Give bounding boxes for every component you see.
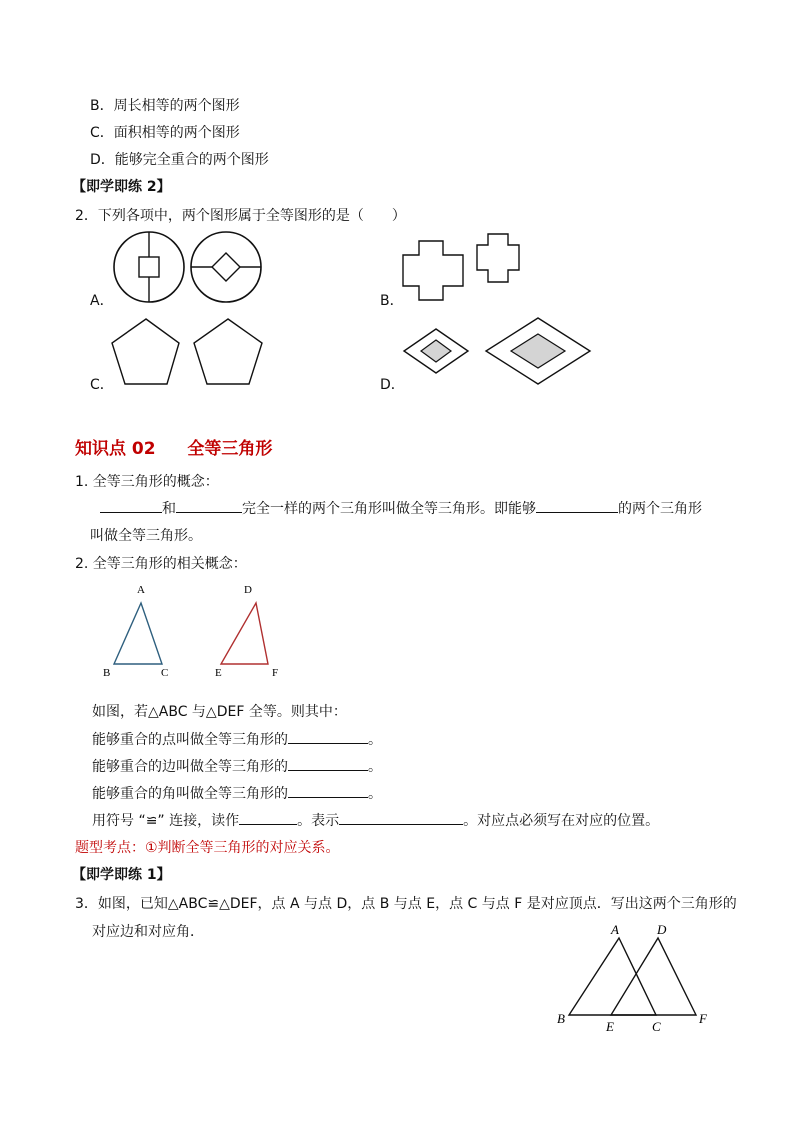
- concept-1-line-2: 叫做全等三角形。: [90, 528, 202, 544]
- label-d: D: [244, 584, 252, 596]
- practice-tag-2: 【即学即练 2】: [72, 179, 171, 195]
- fig3-label-d: D: [657, 922, 667, 937]
- text: 。表示: [297, 813, 340, 829]
- section-title: 全等三角形: [187, 439, 273, 459]
- concept-1-label: 1. 全等三角形的概念：: [75, 474, 219, 490]
- option-a-label: A．: [90, 293, 114, 309]
- label-e: E: [215, 667, 222, 679]
- option-b: B．周长相等的两个图形: [90, 98, 240, 114]
- practice-tag-1: 【即学即练 1】: [72, 867, 171, 883]
- section-number: 知识点 02: [75, 439, 156, 459]
- text: 。对应点必须写在对应的位置。: [463, 813, 660, 829]
- label-c: C: [161, 667, 169, 679]
- text: 用符号 “≌” 连接，读作: [92, 813, 240, 829]
- option-b-label: B．: [380, 293, 404, 309]
- label-b: B: [103, 667, 111, 679]
- option-c-label: C．: [90, 377, 114, 393]
- text: 能够重合的角叫做全等三角形的: [92, 786, 288, 802]
- text: 的两个三角形: [618, 501, 702, 517]
- fig3-label-e: E: [606, 1019, 614, 1034]
- fig3-label-c: C: [652, 1019, 661, 1034]
- concept-2-label: 2. 全等三角形的相关概念：: [75, 556, 247, 572]
- fig3-label-b: B: [557, 1011, 565, 1026]
- question-3-line-2: 对应边和对应角．: [92, 924, 204, 940]
- text: 和: [162, 501, 176, 517]
- fig3-label-a: A: [611, 922, 619, 937]
- option-c: C．面积相等的两个图形: [90, 125, 240, 141]
- explain-line-1: 如图，若△ABC 与△DEF 全等。则其中：: [92, 704, 347, 720]
- question-3-line-1: 3．如图，已知△ABC≌△DEF，点 A 与点 D，点 B 与点 E，点 C 与点 F 是对应顶点．写出这两个三角形的: [75, 896, 737, 912]
- text: 能够重合的点叫做全等三角形的: [92, 732, 288, 748]
- label-f: F: [272, 667, 279, 679]
- label-a: A: [137, 584, 145, 596]
- fig3-label-f: F: [699, 1011, 707, 1026]
- text: 。: [368, 732, 382, 748]
- question-2-stem: 2．下列各项中，两个图形属于全等图形的是（ ）: [75, 208, 406, 224]
- text: 。: [368, 786, 382, 802]
- text: 完全一样的两个三角形叫做全等三角形。即能够: [242, 501, 536, 517]
- option-d: D．能够完全重合的两个图形: [90, 152, 269, 168]
- text: 能够重合的边叫做全等三角形的: [92, 759, 288, 775]
- text: 。: [368, 759, 382, 775]
- tip-text: 题型考点：①判断全等三角形的对应关系。: [75, 840, 340, 856]
- option-d-label: D．: [380, 377, 405, 393]
